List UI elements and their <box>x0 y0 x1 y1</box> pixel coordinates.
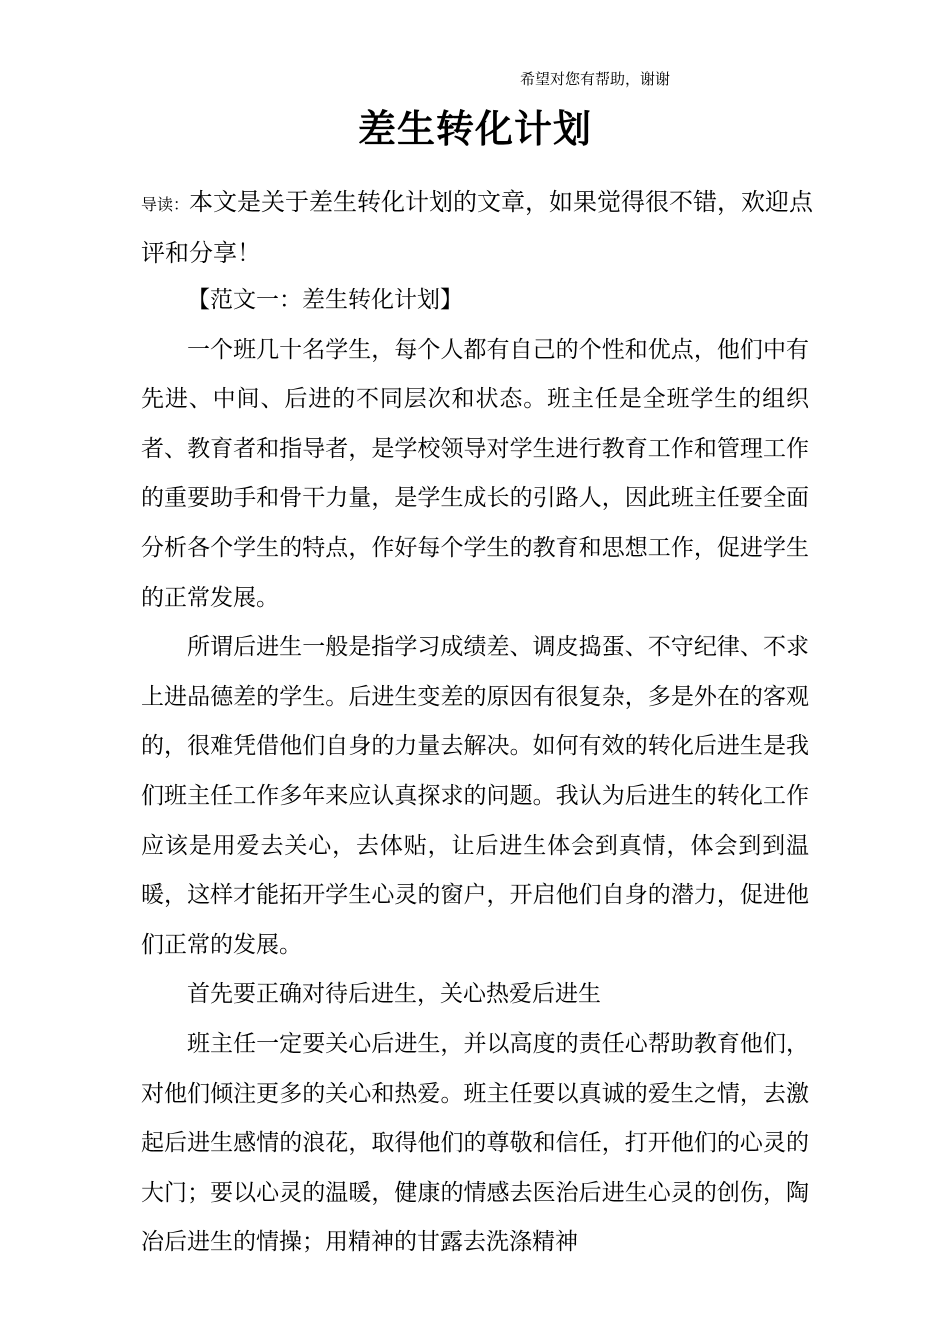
section-heading: 【范文一：差生转化计划】 <box>187 287 463 313</box>
subheading-paragraph: 首先要正确对待后进生，关心热爱后进生 <box>187 981 601 1008</box>
header-note: 希望对您有帮助，谢谢 <box>520 70 671 88</box>
body-paragraph: 班主任一定要关心后进生，并以高度的责任心帮助教育他们，对他们倾注更多的关心和热爱。班主任要以真诚的爱生之情，去激起后进生感情的浪花，取得他们的尊敬和信任，打开他们的心灵的大门；要以心灵的温暖，健康的情感去医治后进生心灵的创伤，陶冶后进生的情操；用精神的甘露去洗涤精神 <box>141 1030 809 1256</box>
intro-text: 本文是关于差生转化计划的文章，如果觉得很不错，欢迎点评和分享！ <box>141 188 814 267</box>
document-body <box>141 276 809 1268</box>
intro-paragraph <box>141 178 831 278</box>
intro-label: 导读： <box>141 195 190 214</box>
body-paragraph: 一个班几十名学生，每个人都有自己的个性和优点，他们中有先进、中间、后进的不同层次和状态。班主任是全班学生的组织者、教育者和指导者，是学校领导对学生进行教育工作和管理工作的重要助手和骨干力量，是学生成长的引路人，因此班主任要全面分析各个学生的特点，作好每个学生的教育和思想工作，促进学生的正常发展。 <box>141 336 809 611</box>
document-title: 差生转化计划 <box>357 107 592 151</box>
body-paragraph: 所谓后进生一般是指学习成绩差、调皮捣蛋、不守纪律、不求上进品德差的学生。后进生变差的原因有很复杂，多是外在的客观的，很难凭借他们自身的力量去解决。如何有效的转化后进生是我们班主任工作多年来应认真探求的问题。我认为后进生的转化工作应该是用爱去关心，去体贴，让后进生体会到真情，体会到到温暖，这样才能拓开学生心灵的窗户，开启他们自身的潜力，促进他们正常的发展。 <box>141 634 809 958</box>
